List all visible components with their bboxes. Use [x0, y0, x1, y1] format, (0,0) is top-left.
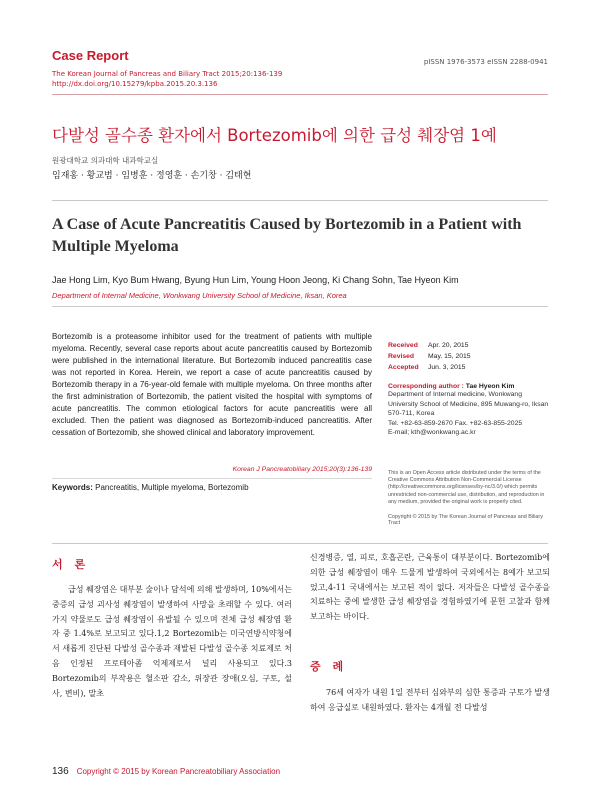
abstract-divider	[52, 478, 372, 479]
article-type: Case Report	[52, 48, 129, 63]
corr-tel-fax: Tel. +82-63-859-2670 Fax. +82-63-855-2025	[388, 419, 523, 427]
body-divider	[52, 543, 548, 544]
english-affiliation: Department of Internal Medicine, Wonkwang University School of Medicine, Iksan, Korea	[52, 291, 347, 300]
issn: pISSN 1976-3573 eISSN 2288-0941	[423, 58, 548, 66]
revised-value: May. 15, 2015	[428, 353, 471, 360]
corresponding-author	[388, 383, 553, 390]
korean-affiliation: 원광대학교 의과대학 내과학교실	[52, 156, 159, 165]
page-number: 136	[52, 766, 69, 777]
intro-heading: 서 론	[52, 558, 90, 571]
corr-email[interactable]: E-mail; kth@wonkwang.ac.kr	[388, 429, 476, 436]
abstract: Bortezomib is a proteasome inhibitor used for the treatment of patients with multiple myeloma. Recently, several case reports about acute pancreatitis caused by Bortezomib were published in the international literature. But Bortezomib induced pancreatitis case was not reported in Korea. Herein, we report a case of acute pancreatitis caused by Bortezomib therapy in a 76-year-old female with multiple myeloma. On three months after the first administration of Bortezomib, the patient visited the hospital with symptoms of acute pancreatitis. The common etiological factors for acute pancreatitis were all excluded. Then the patient was diagnosed as Bortezomib-induced pancreatitis. After cessation of Bortezomib, she showed clinical and laboratory improvement.	[52, 332, 372, 437]
short-citation: Korean J Pancreatobiliary 2015;20(3):136-139	[232, 466, 372, 473]
page-footer	[52, 766, 280, 777]
open-access-notice: This is an Open Access article distributed under the terms of the Creative Commons Attribution Non-Commercial License (http://creativecommons.org/licenses/by-nc/3.0/) which permits unrestricted non-commercial use, distribution, and reproduction in any medium, provided the original work is properly cited.	[388, 470, 545, 505]
case-heading: 증 례	[310, 660, 348, 673]
revised-label: Revised	[388, 353, 415, 360]
keywords	[52, 483, 372, 492]
header-divider	[52, 94, 548, 95]
title-divider	[52, 200, 548, 201]
corr-department: Department of Internal medicine, Wonkwang University School of Medicine, 895 Muwang-ro, Iksan 570-711, Korea	[388, 391, 549, 417]
keywords-text: Pancreatitis, Multiple myeloma, Bortezomib	[92, 483, 249, 492]
intro-paragraph-1: 급성 췌장염은 대부분 술이나 담석에 의해 발생하며, 10%에서는 중증의 급성 괴사성 췌장염이 발생하여 사망을 초래할 수 있다. 여러 가지 약물로도 급성 췌장염이 유발될 수 있으며 전체 급성 췌장염 환자 중 1.4%로 보고되고 있다.1,2 Bortezomib는 미국연방식약청에서 새롭게 진단된 다발성 골수종과 재발된 다발성 골수종 치료제로 처음 인정된 프로테아좀 억제제로서 널리 사용되고 있다.3 Bortezomib의 부작용은 혈소판 감소, 위장관 장애(오심, 구토, 설사, 변비), 말초	[52, 585, 292, 698]
keywords-label: Keywords:	[52, 483, 93, 492]
journal-citation: The Korean Journal of Pancreas and Biliary Tract 2015;20:136-139	[52, 70, 283, 78]
revised-date	[388, 351, 553, 362]
received-label: Received	[388, 342, 418, 349]
received-date	[388, 340, 553, 351]
korean-authors: 임재홍 · 황교범 · 임병훈 · 정영훈 · 손기창 · 김태현	[52, 171, 252, 181]
doi-link[interactable]: http://dx.doi.org/10.15279/kpba.2015.20.3.136	[52, 80, 218, 88]
case-paragraph-1: 76세 여자가 내원 1일 전부터 심와부의 심한 통증과 구토가 발생하여 응급실로 내원하였다. 환자는 4개월 전 다발성	[310, 688, 550, 712]
corr-name: Tae Hyeon Kim	[465, 383, 515, 390]
received-value: Apr. 20, 2015	[428, 342, 469, 349]
journal-copyright: Copyright © 2015 by The Korean Journal of Pancreas and Biliary Tract	[388, 514, 543, 526]
article-info-sidebar	[388, 340, 553, 438]
corr-label: Corresponding author :	[388, 383, 466, 390]
english-authors: Jae Hong Lim, Kyo Bum Hwang, Byung Hun Lim, Young Hoon Jeong, Ki Chang Sohn, Tae Hyeon Kim	[52, 275, 459, 285]
korean-title: 다발성 골수종 환자에서 Bortezomib에 의한 급성 췌장염 1예	[52, 126, 497, 145]
footer-copyright: Copyright © 2015 by Korean Pancreatobiliary Association	[76, 767, 281, 776]
intro-paragraph-2: 신경병증, 열, 피로, 호흡곤란, 근육통이 대부분이다. Bortezomib에 의한 급성 췌장염이 매우 드물게 발생하여 국외에서는 8예가 보고되었고,4-11 국내에서는 보고된 적이 없다. 저자들은 다발성 골수종을 치료하는 중에 발생한 급성 췌장염을 경험하였기에 문헌 고찰과 함께 보고하는 바이다.	[310, 553, 550, 622]
accepted-date	[388, 362, 553, 373]
english-title: A Case of Acute Pancreatitis Caused by Bortezomib in a Patient with Multiple Myeloma	[52, 216, 522, 255]
accepted-label: Accepted	[388, 364, 419, 371]
accepted-value: Jun. 3, 2015	[428, 364, 466, 371]
abstract-top-divider	[52, 306, 548, 307]
